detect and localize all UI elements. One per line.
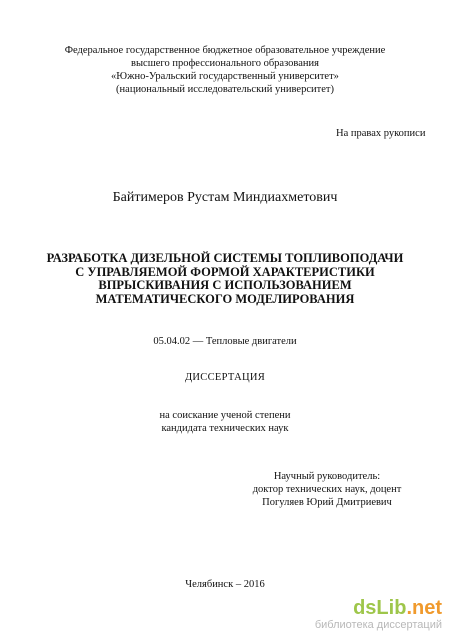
degree-line: на соискание ученой степени	[159, 410, 291, 421]
advisor-line: Научный руководитель:	[273, 471, 381, 482]
title-line: РАЗРАБОТКА ДИЗЕЛЬНОЙ СИСТЕМЫ ТОПЛИВОПОДАЧИ	[46, 251, 404, 265]
watermark-logo-part1: dsLib	[353, 597, 407, 619]
city-year-footer: Челябинск – 2016	[185, 579, 265, 589]
institution-line: Федеральное государственное бюджетное образовательное учреждение	[64, 45, 386, 56]
watermark-logo-part2: .net	[406, 597, 442, 619]
author-name: Байтимеров Рустам Миндиахметович	[112, 190, 338, 205]
document-type: ДИССЕРТАЦИЯ	[184, 372, 266, 383]
advisor-line: Погуляев Юрий Дмитриевич	[262, 497, 392, 508]
dissertation-title	[0, 252, 450, 306]
degree-block	[0, 409, 450, 435]
watermark-tagline: библиотека диссертаций	[314, 619, 442, 631]
specialty-code: 05.04.02 — Тепловые двигатели	[153, 336, 297, 347]
title-line: МАТЕМАТИЧЕСКОГО МОДЕЛИРОВАНИЯ	[95, 291, 355, 306]
institution-line: «Южно-Уральский государственный университет»	[111, 71, 339, 82]
watermark-logo-text	[315, 597, 442, 619]
degree-line: кандидата технических наук	[161, 423, 289, 434]
manuscript-rights-note: На правах рукописи	[336, 128, 426, 139]
advisor-line: доктор технических наук, доцент	[252, 484, 402, 495]
watermark-logo[interactable]	[315, 597, 442, 631]
institution-block	[0, 44, 450, 96]
title-line: С УПРАВЛЯЕМОЙ ФОРМОЙ ХАРАКТЕРИСТИКИ	[75, 264, 375, 279]
title-line: ВПРЫСКИВАНИЯ С ИСПОЛЬЗОВАНИЕМ	[98, 278, 352, 292]
advisor-block	[224, 470, 430, 509]
institution-line: (национальный исследовательский университет)	[116, 84, 334, 95]
institution-line: высшего профессионального образования	[131, 58, 319, 69]
